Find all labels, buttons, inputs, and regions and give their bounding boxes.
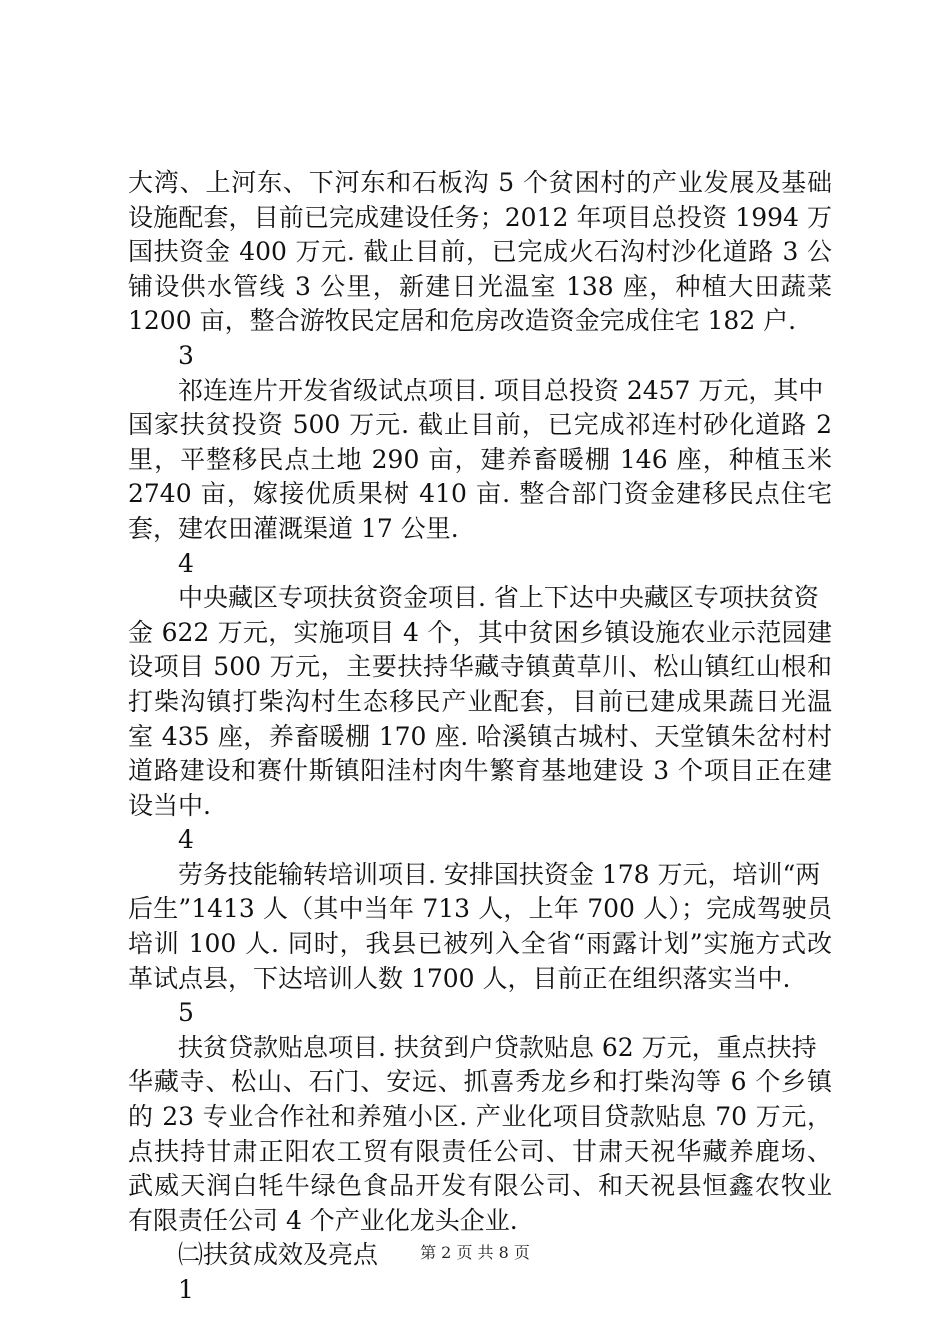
text-line: 设施配套，目前已完成建设任务；2012 年项目总投资 1994 万 [128,202,832,232]
text-line: 国家扶贫投资 500 万元. 截止目前，已完成祁连村砂化道路 2 [128,410,832,440]
text-line: 点扶持甘肃正阳农工贸有限责任公司、甘肃天祝华藏养鹿场、 [128,1136,832,1166]
text-line: 设项目 500 万元，主要扶持华藏寺镇黄草川、松山镇红山根和 [128,652,832,682]
text-line: 武威天润白牦牛绿色食品开发有限公司、和天祝县恒鑫农牧业 [128,1171,832,1201]
text-line: 后生”1413 人（其中当年 713 人，上年 700 人）；完成驾驶员 [128,894,832,924]
text-line: 套，建农田灌溉渠道 17 公里. [128,513,459,543]
text-line: 1200 亩，整合游牧民定居和危房改造资金完成住宅 182 户. [128,306,797,336]
text-line: 2740 亩，嫁接优质果树 410 亩. 整合部门资金建移民点住宅 [128,479,832,509]
text-line: 祁连连片开发省级试点项目. 项目总投资 2457 万元，其中 [178,375,824,405]
text-line: 打柴沟镇打柴沟村生态移民产业配套，目前已建成果蔬日光温 [128,686,832,716]
item-number: 4 [178,825,194,855]
item-number: 1 [178,1275,194,1304]
text-line: 室 435 座，养畜暖棚 170 座. 哈溪镇古城村、天堂镇朱岔村村 [128,721,832,751]
text-line: 国扶资金 400 万元. 截止目前，已完成火石沟村沙化道路 3 公 [128,237,832,267]
item-number: 5 [178,998,194,1028]
text-line: 华藏寺、松山、石门、安远、抓喜秀龙乡和打柴沟等 6 个乡镇 [128,1067,832,1097]
text-line: 有限责任公司 4 个产业化龙头企业. [128,1205,518,1235]
document-body [128,166,832,1308]
section-heading: ㈡扶贫成效及亮点 [178,1240,379,1270]
text-line: 中央藏区专项扶贫资金项目. 省上下达中央藏区专项扶贫资 [178,583,819,613]
text-line: 扶贫贷款贴息项目. 扶贫到户贷款贴息 62 万元，重点扶持 [178,1032,817,1062]
text-line: 劳务技能输转培训项目. 安排国扶资金 178 万元，培训“两 [178,859,821,889]
text-line: 金 622 万元，实施项目 4 个，其中贫困乡镇设施农业示范园建 [128,617,832,647]
item-number: 3 [178,340,194,370]
item-number: 4 [178,548,194,578]
text-line: 道路建设和赛什斯镇阳洼村肉牛繁育基地建设 3 个项目正在建 [128,756,832,786]
text-line: 培训 100 人. 同时，我县已被列入全省“雨露计划”实施方式改 [128,929,832,959]
text-line: 里，平整移民点土地 290 亩，建养畜暖棚 146 座，种植玉米 [128,444,832,474]
text-line: 革试点县，下达培训人数 1700 人，目前正在组织落实当中. [128,963,791,993]
text-line: 的 23 专业合作社和养殖小区. 产业化项目贷款贴息 70 万元， [128,1102,832,1132]
text-line: 铺设供水管线 3 公里，新建日光温室 138 座，种植大田蔬菜 [128,271,832,301]
text-line: 大湾、上河东、下河东和石板沟 5 个贫困村的产业发展及基础 [128,168,832,197]
page-footer: 第 2 页 共 8 页 [420,1243,530,1262]
text-line: 设当中. [128,790,211,820]
